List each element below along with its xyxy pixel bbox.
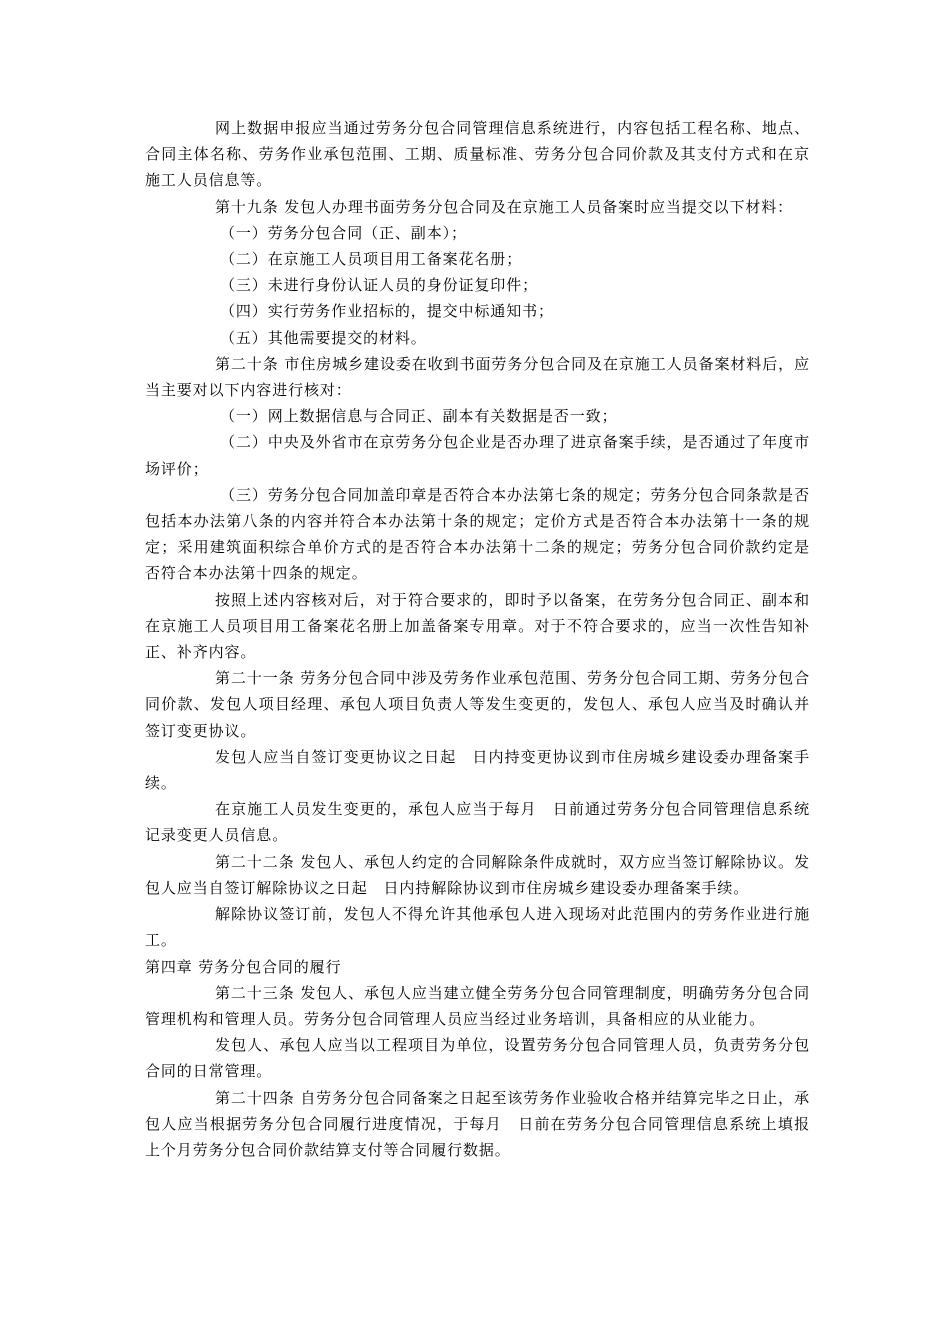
article-19-item-2: （二）在京施工人员项目用工备案花名册； xyxy=(220,250,523,269)
paragraph-verification-result: 按照上述内容核对后，对于符合要求的，即时予以备案，在劳务分包合同正、副本和在京施工人员项目用工备案花名册上加盖备案专用章。对于不符合要求的，应当一次性告知补正、补齐内容。 xyxy=(145,590,810,662)
article-20-item-1: （一）网上数据信息与合同正、副本有关数据是否一致； xyxy=(220,407,618,426)
paragraph-personnel-change: 在京施工人员发生变更的，承包人应当于每月 日前通过劳务分包合同管理信息系统记录变更人员信息。 xyxy=(145,800,810,845)
chapter-4-heading: 第四章 劳务分包合同的履行 xyxy=(145,957,342,976)
article-23: 第二十三条 发包人、承包人应当建立健全劳务分包合同管理制度，明确劳务分包合同管理机构和管理人员。劳务分包合同管理人员应当经过业务培训，具备相应的从业能力。 xyxy=(145,983,810,1028)
paragraph-change-filing: 发包人应当自签订变更协议之日起 日内持变更协议到市住房城乡建设委办理备案手续。 xyxy=(145,747,810,793)
article-19-item-4: （四）实行劳务作业招标的，提交中标通知书； xyxy=(220,302,554,321)
article-20-item-2: （二）中央及外省市在京劳务分包企业是否办理了进京备案手续，是否通过了年度市场评价； xyxy=(145,433,810,478)
article-19-item-1: （一）劳务分包合同（正、副本）； xyxy=(220,223,467,242)
article-19-item-5: （五）其他需要提交的材料。 xyxy=(220,328,427,347)
paragraph-termination: 解除协议签订前，发包人不得允许其他承包人进入现场对此范围内的劳务作业进行施工。 xyxy=(145,905,810,950)
article-19-item-3: （三）未进行身份认证人员的身份证复印件； xyxy=(220,276,539,295)
document-page xyxy=(145,115,810,1163)
article-24: 第二十四条 自劳务分包合同备案之日起至该劳务作业验收合格并结算完毕之日止，承包人应当根据劳务分包合同履行进度情况，于每月 日前在劳务分包合同管理信息系统上填报上个月劳务分包合同价款结算支付等合同履行数据。 xyxy=(145,1088,810,1159)
article-20: 第二十条 市住房城乡建设委在收到书面劳务分包合同及在京施工人员备案材料后，应当主要对以下内容进行核对： xyxy=(145,354,810,400)
article-21: 第二十一条 劳务分包合同中涉及劳务作业承包范围、劳务分包合同工期、劳务分包合同价款、发包人项目经理、承包人项目负责人等发生变更的，发包人、承包人应当及时确认并签订变更协议。 xyxy=(145,669,810,740)
article-19: 第十九条 发包人办理书面劳务分包合同及在京施工人员备案时应当提交以下材料： xyxy=(215,197,794,216)
paragraph-online-submission: 网上数据申报应当通过劳务分包合同管理信息系统进行，内容包括工程名称、地点、合同主体名称、劳务作业承包范围、工期、质量标准、劳务分包合同价款及其支付方式和在京施工人员信息等。 xyxy=(145,119,810,190)
paragraph-contract-managers: 发包人、承包人应当以工程项目为单位，设置劳务分包合同管理人员，负责劳务分包合同的日常管理。 xyxy=(145,1036,810,1081)
article-20-item-3: （三）劳务分包合同加盖印章是否符合本办法第七条的规定；劳务分包合同条款是否包括本办法第八条的内容并符合本办法第十条的规定；定价方式是否符合本办法第十一条的规定；采用建筑面积综合单价方式的是否符合本办法第十二条的规定；劳务分包合同价款约定是否符合本办法第十四条的规定。 xyxy=(145,485,810,583)
article-22: 第二十二条 发包人、承包人约定的合同解除条件成就时，双方应当签订解除协议。发包人应当自签订解除协议之日起 日内持解除协议到市住房城乡建设委办理备案手续。 xyxy=(145,852,810,897)
